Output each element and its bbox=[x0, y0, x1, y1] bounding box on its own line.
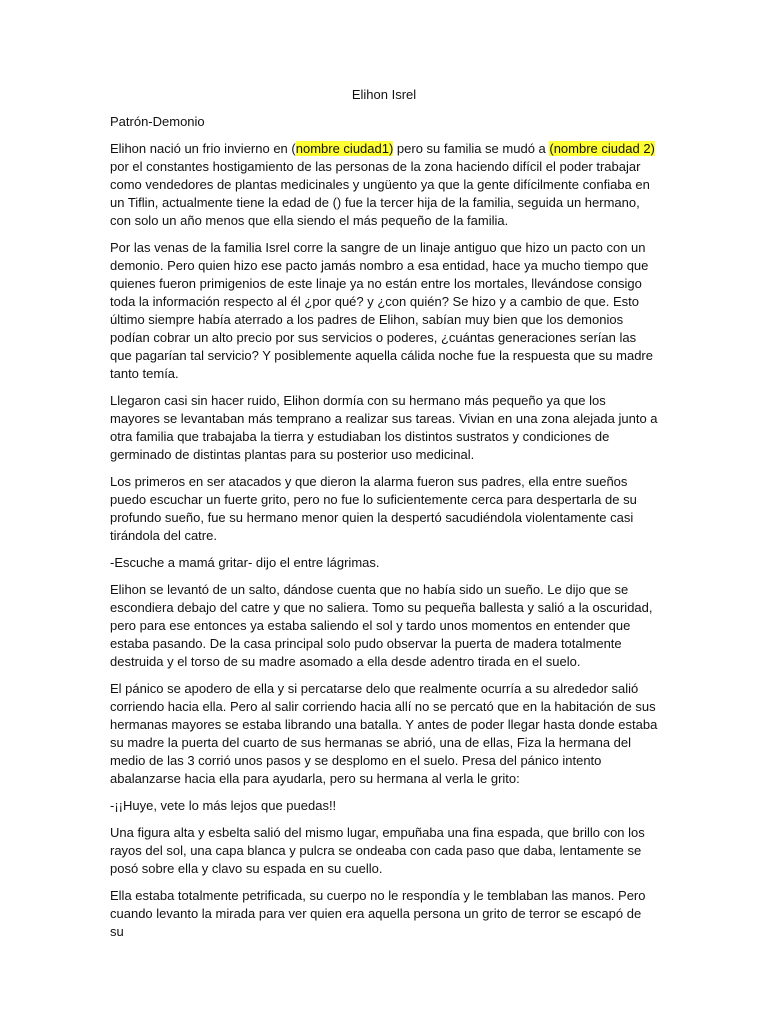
highlight-city-2: (nombre ciudad 2) bbox=[549, 141, 655, 156]
paragraph-1-text-a: Elihon nació un frio invierno en ( bbox=[110, 141, 296, 156]
paragraph-4: Los primeros en ser atacados y que dieron la alarma fueron sus padres, ella entre sueños puedo escuchar un fuerte grito, pero no fue lo suficientemente cerca para despertarla de su profundo sueño, fue su hermano menor quien la despertó sacudiéndola violentamente casi tirándola del catre. bbox=[110, 474, 637, 543]
paragraph-9: Una figura alta y esbelta salió del mismo lugar, empuñaba una fina espada, que brillo con los rayos del sol, una capa blanca y pulcra se ondeaba con cada paso que daba, lentamente se posó sobre ella y clavo su espada en su cuello. bbox=[110, 825, 645, 876]
document-subtitle: Patrón-Demonio bbox=[110, 114, 205, 129]
paragraph-2: Por las venas de la familia Isrel corre la sangre de un linaje antiguo que hizo un pacto con un demonio. Pero quien hizo ese pacto jamás nombro a esa entidad, hace ya mucho tiempo que quienes fueron primigenios de este linaje ya no están entre los mortales, llevándose consigo toda la información respecto al él ¿por qué? y ¿con quién? Se hizo y a cambio de que. Esto último siempre había aterrado a los padres de Elihon, sabían muy bien que los demonios podían cobrar un alto precio por sus servicios o poderes, ¿cuántas generaciones serían las que pagarían tal servicio? Y posiblemente aquella cálida noche fue la respuesta que su madre tanto temía. bbox=[110, 240, 653, 381]
paragraph-1 bbox=[110, 140, 658, 230]
paragraph-8: -¡¡Huye, vete lo más lejos que puedas!! bbox=[110, 798, 337, 813]
paragraph-10: Ella estaba totalmente petrificada, su cuerpo no le respondía y le temblaban las manos. Pero cuando levanto la mirada para ver quien era aquella persona un grito de terror se escapó de su bbox=[110, 888, 646, 939]
document-title: Elihon Isrel bbox=[351, 87, 417, 102]
highlight-city-1: nombre ciudad1) bbox=[295, 141, 394, 156]
document-page bbox=[110, 86, 658, 950]
paragraph-3: Llegaron casi sin hacer ruido, Elihon dormía con su hermano más pequeño ya que los mayores se levantaban más temprano a realizar sus tareas. Vivian en una zona alejada junto a otra familia que trabajaba la tierra y estudiaban los distintos sustratos y condiciones de germinado de distintas plantas para su posterior uso medicinal. bbox=[110, 393, 658, 462]
paragraph-5: -Escuche a mamá gritar- dijo el entre lágrimas. bbox=[110, 555, 380, 570]
paragraph-7: El pánico se apodero de ella y si percatarse delo que realmente ocurría a su alrededor salió corriendo hacia ella. Pero al salir corriendo hacia allí no se percató que en la habitación de sus hermanas mayores se estaba librando una batalla. Y antes de poder llegar hasta donde estaba su madre la puerta del cuarto de sus hermanas se abrió, una de ellas, Fiza la hermana del medio de las 3 corrió unos pasos y se desplomo en el suelo. Presa del pánico intento abalanzarse hacia ella para ayudarla, pero su hermana al verla le grito: bbox=[110, 681, 658, 786]
paragraph-1-text-b: pero su familia se mudó a bbox=[393, 141, 550, 156]
paragraph-1-text-c: por el constantes hostigamiento de las personas de la zona haciendo difícil el poder trabajar como vendedores de plantas medicinales y ungüento ya que la gente difícilmente confiaba en un Tiflin, actualmente tiene la edad de () fue la tercer hija de la familia, seguida un hermano, con solo un año menos que ella siendo el más pequeño de la familia. bbox=[110, 159, 650, 228]
paragraph-6: Elihon se levantó de un salto, dándose cuenta que no había sido un sueño. Le dijo que se escondiera debajo del catre y que no saliera. Tomo su pequeña ballesta y salió a la oscuridad, pero para ese entonces ya estaba saliendo el sol y tardo unos momentos en entender que estaba pasando. De la casa principal solo pudo observar la puerta de madera totalmente destruida y el torso de su madre asomado a ella desde adentro tirada en el suelo. bbox=[110, 582, 653, 669]
